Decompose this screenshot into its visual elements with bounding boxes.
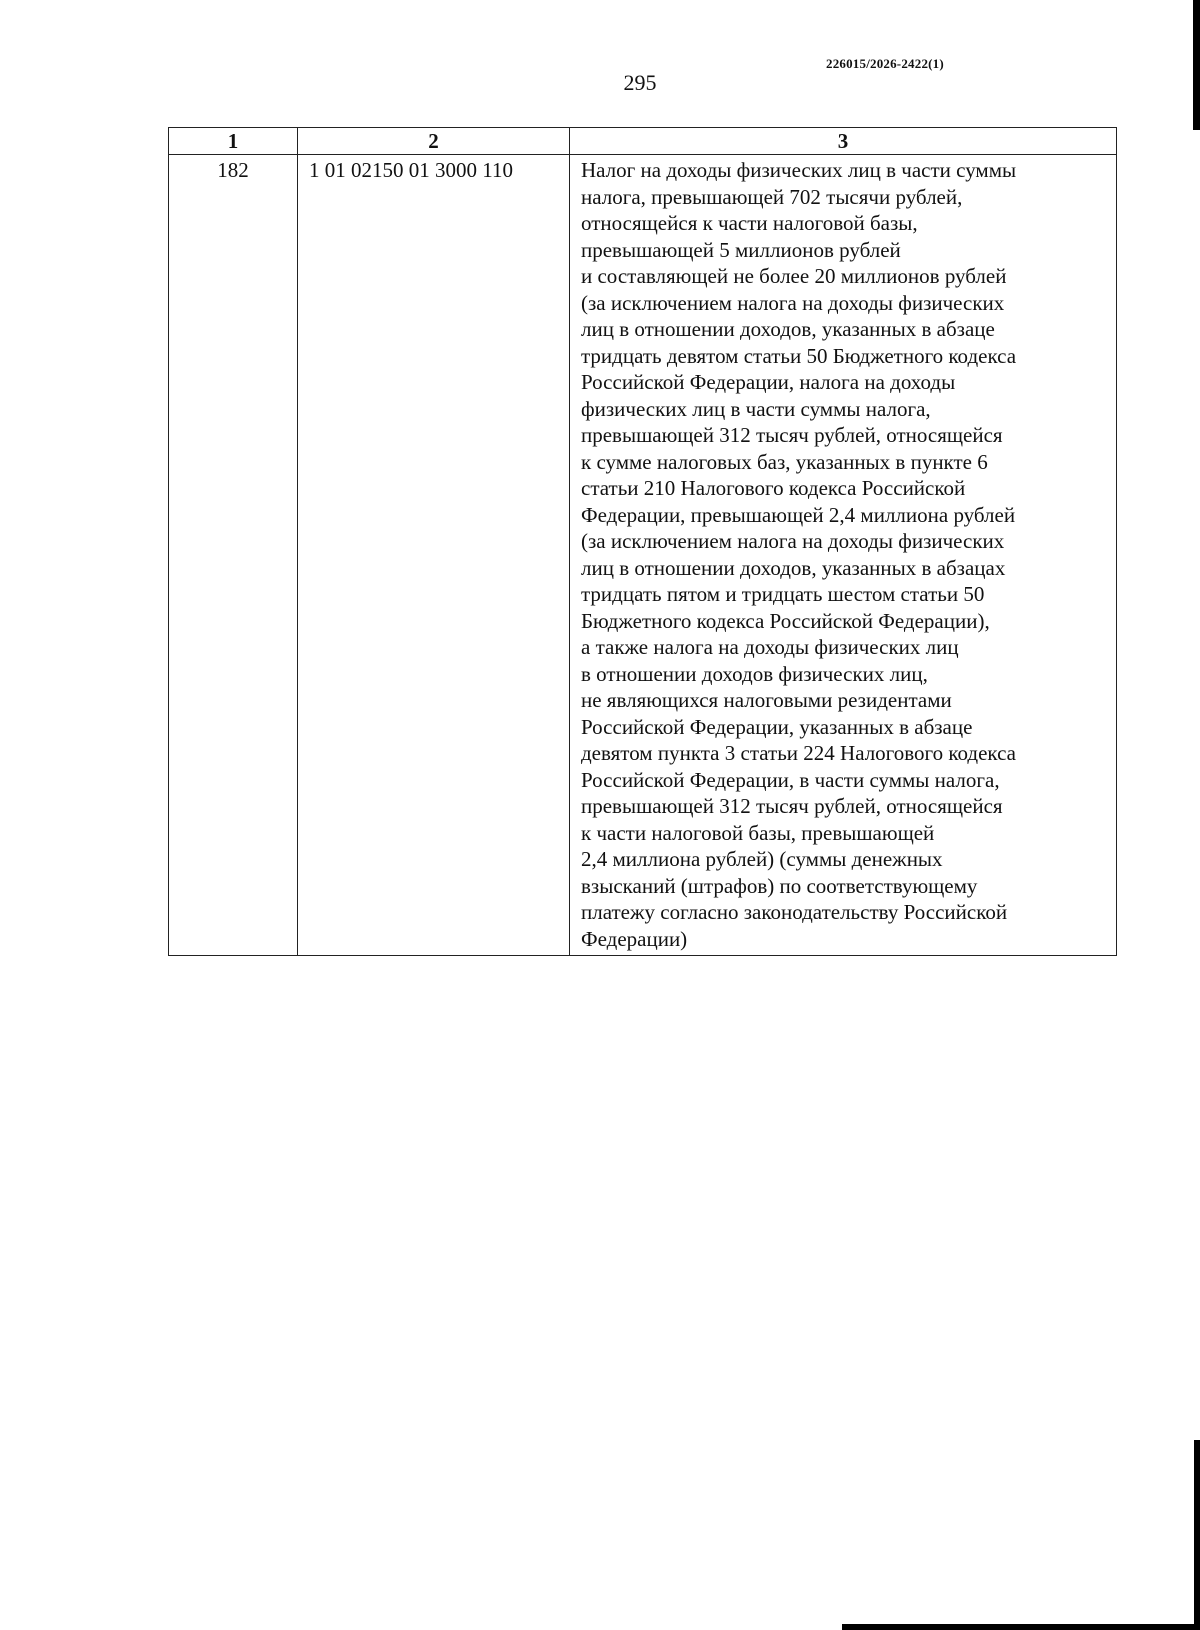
cell-code: 182 — [169, 155, 298, 956]
description-line: тридцать девятом статьи 50 Бюджетного кодекса — [581, 343, 1017, 368]
column-header-2: 2 — [298, 128, 570, 155]
document-id: 226015/2026-2422(1) — [826, 56, 944, 71]
description-line: к части налоговой базы, превышающей — [581, 820, 935, 845]
description-line: относящейся к части налоговой базы, — [581, 211, 918, 235]
description-line: лиц в отношении доходов, указанных в абзаце — [581, 317, 995, 341]
description-line: взысканий (штрафов) по соответствующему — [581, 873, 978, 898]
description-line: не являющихся налоговыми резидентами — [581, 688, 952, 712]
description-line: к сумме налоговых баз, указанных в пункте 6 — [581, 449, 988, 474]
description-line: физических лиц в части суммы налога, — [581, 396, 931, 421]
table-body — [169, 155, 1117, 956]
description-line: превышающей 5 миллионов рублей — [581, 237, 901, 262]
header-row — [169, 128, 1117, 155]
cell-description — [570, 155, 1117, 956]
description-text — [581, 157, 1110, 952]
column-header-3: 3 — [570, 128, 1117, 155]
scan-edge-mark-right-top — [1193, 0, 1200, 130]
description-line: 2,4 миллиона рублей) (суммы денежных — [581, 847, 943, 871]
description-line: налога, превышающей 702 тысячи рублей, — [581, 184, 963, 209]
description-line: Российской Федерации, налога на доходы — [581, 370, 956, 394]
table-header — [169, 128, 1117, 155]
description-line: лиц в отношении доходов, указанных в абзацах — [581, 555, 1006, 580]
table-row — [169, 155, 1117, 956]
description-line: в отношении доходов физических лиц, — [581, 661, 928, 686]
description-line: (за исключением налога на доходы физических — [581, 290, 1005, 315]
column-header-1: 1 — [169, 128, 298, 155]
description-line: и составляющей не более 20 миллионов рублей — [581, 264, 1007, 288]
description-line: Федерации, превышающей 2,4 миллиона рублей — [581, 502, 1016, 527]
page-number: 295 — [623, 70, 657, 95]
description-line: платежу согласно законодательству Российской — [581, 900, 1008, 924]
description-line: Налог на доходы физических лиц в части суммы — [581, 158, 1017, 182]
description-line: статьи 210 Налогового кодекса Российской — [581, 476, 966, 500]
description-line: Российской Федерации, в части суммы налога, — [581, 767, 1000, 792]
description-line: тридцать пятом и тридцать шестом статьи 50 — [581, 582, 985, 606]
description-line: девятом пункта 3 статьи 224 Налогового кодекса — [581, 741, 1016, 765]
description-line: превышающей 312 тысяч рублей, относящейся — [581, 794, 1003, 818]
description-line: (за исключением налога на доходы физических — [581, 529, 1005, 553]
document-table — [168, 127, 1117, 956]
description-line: Бюджетного кодекса Российской Федерации), — [581, 608, 990, 633]
description-line: Федерации) — [581, 926, 688, 951]
scan-edge-mark-bottom — [842, 1624, 1200, 1630]
description-line: а также налога на доходы физических лиц — [581, 635, 959, 659]
description-line: превышающей 312 тысяч рублей, относящейся — [581, 423, 1003, 447]
cell-kbk: 1 01 02150 01 3000 110 — [298, 155, 570, 956]
description-line: Российской Федерации, указанных в абзаце — [581, 714, 973, 739]
scan-edge-mark-right-bottom — [1194, 1440, 1200, 1630]
